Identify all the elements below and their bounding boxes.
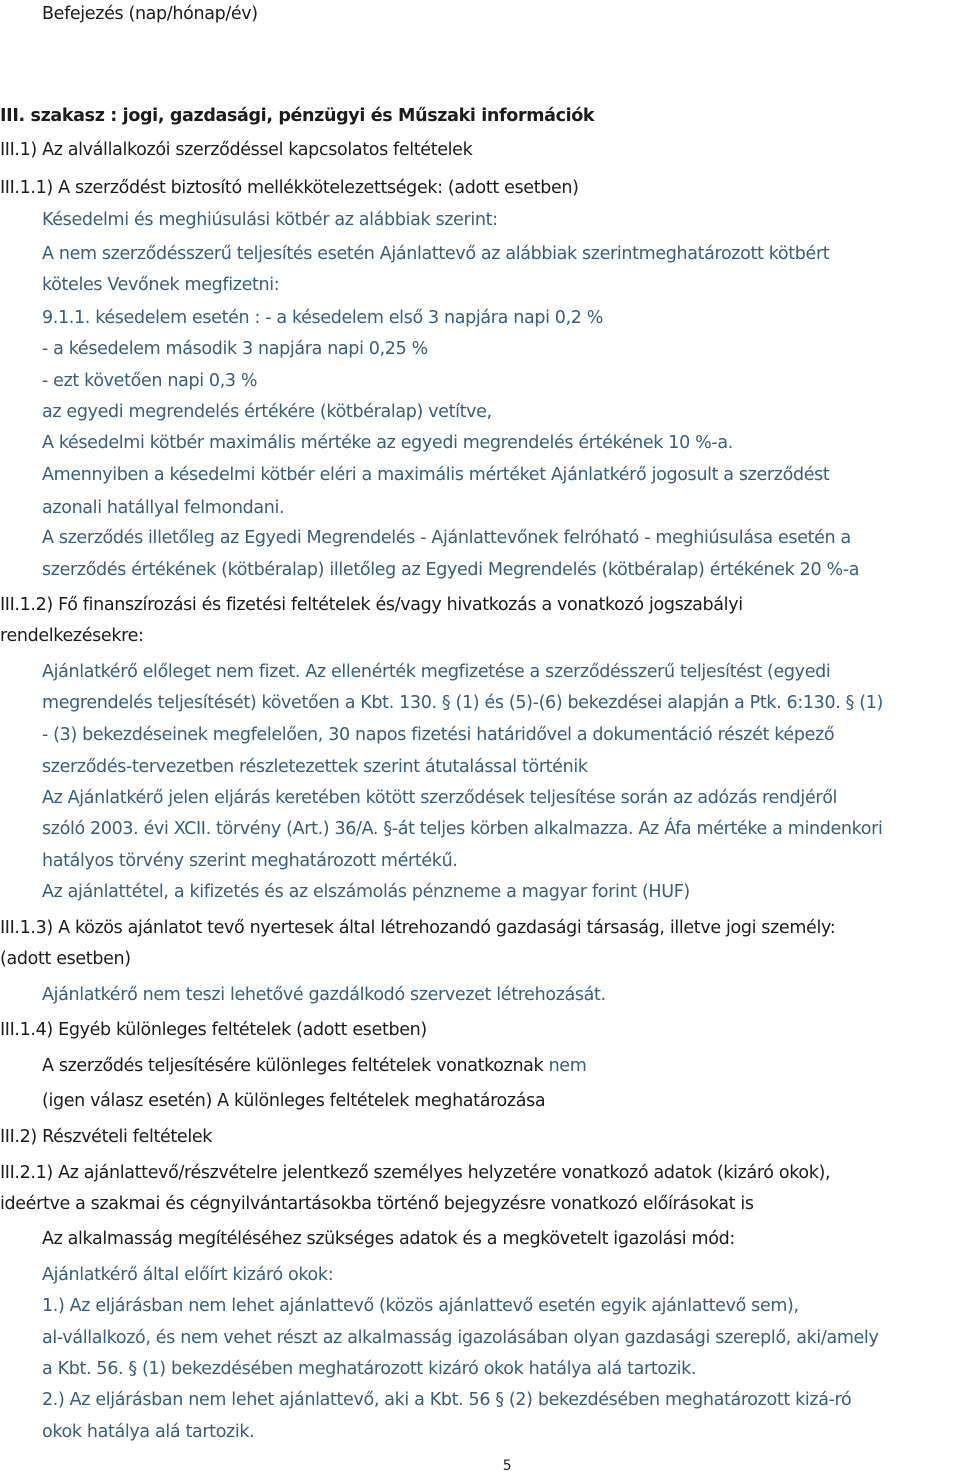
text-line: Ajánlatkérő nem teszi lehetővé gazdálkodó szervezet létrehozását.	[42, 985, 606, 1005]
text-line: Az ajánlattétel, a kifizetés és az elszámolás pénzneme a magyar forint (HUF)	[42, 882, 690, 902]
text-line: III.1.4) Egyéb különleges feltételek (adott esetben)	[0, 1020, 427, 1040]
page-number: 5	[502, 1458, 512, 1474]
text-line: hatályos törvény szerint meghatározott mértékű.	[42, 851, 458, 871]
text-line: szóló 2003. évi XCII. törvény (Art.) 36/A. §-át teljes körben alkalmazza. Az Áfa mértéke a mindenkori	[42, 819, 883, 839]
text-line: (adott esetben)	[0, 949, 131, 969]
text-line: A szerződés teljesítésére különleges feltételek vonatkoznak nem	[42, 1056, 587, 1076]
text-line: rendelkezésekre:	[0, 626, 144, 646]
text-line: 1.) Az eljárásban nem lehet ajánlattevő (közös ajánlattevő esetén egyik ajánlattevő sem),	[42, 1296, 799, 1316]
text-line: - ezt követően napi 0,3 %	[42, 371, 258, 391]
text-line: Ajánlatkérő által előírt kizáró okok:	[42, 1265, 334, 1285]
answer-value: nem	[548, 1056, 587, 1076]
text-line: - (3) bekezdéseinek megfelelően, 30 napos fizetési határidővel a dokumentáció részét képező	[42, 725, 835, 745]
text-line: III.2) Részvételi feltételek	[0, 1127, 213, 1147]
text-line: a Kbt. 56. § (1) bekezdésében meghatározott kizáró okok hatálya alá tartozik.	[42, 1359, 697, 1379]
text-line: azonali hatállyal felmondani.	[42, 498, 285, 518]
text-line: (igen válasz esetén) A különleges feltételek meghatározása	[42, 1091, 546, 1111]
text-line: okok hatálya alá tartozik.	[42, 1422, 255, 1442]
text-line: A szerződés illetőleg az Egyedi Megrendelés - Ajánlattevőnek felróható - meghiúsulása esetén a	[42, 528, 851, 548]
text-line: - a késedelem második 3 napjára napi 0,25 %	[42, 339, 428, 359]
text-line: szerződés értékének (kötbéralap) illetőleg az Egyedi Megrendelés (kötbéralap) értékének 20 %-a	[42, 560, 860, 580]
text-line: Késedelmi és meghiúsulási kötbér az alábbiak szerint:	[42, 210, 498, 230]
text-line: III.1) Az alvállalkozói szerződéssel kapcsolatos feltételek	[0, 140, 473, 160]
text-line: 9.1.1. késedelem esetén : - a késedelem első 3 napjára napi 0,2 %	[42, 308, 604, 328]
text-line: al-vállalkozó, és nem vehet részt az alkalmasság igazolásában olyan gazdasági szereplő, aki/amely	[42, 1328, 879, 1348]
text-line: megrendelés teljesítését) követően a Kbt. 130. § (1) és (5)-(6) bekezdései alapján a Ptk. 6:130. § (1)	[42, 693, 884, 713]
text-line: Ajánlatkérő előleget nem fizet. Az ellenérték megfizetése a szerződésszerű teljesítést (egyedi	[42, 662, 831, 682]
text-line: III.1.2) Fő finanszírozási és fizetési feltételek és/vagy hivatkozás a vonatkozó jogszabályi	[0, 595, 743, 615]
text-line: Befejezés (nap/hónap/év)	[42, 4, 258, 24]
text-line: III.1.3) A közös ajánlatot tevő nyertesek által létrehozandó gazdasági társaság, illetve jogi személy:	[0, 918, 836, 938]
text-line: Az alkalmasság megítéléséhez szükséges adatok és a megkövetelt igazolási mód:	[42, 1229, 735, 1249]
text-line: III.1.1) A szerződést biztosító mellékkötelezettségek: (adott esetben)	[0, 178, 579, 198]
text-line: 2.) Az eljárásban nem lehet ajánlattevő, aki a Kbt. 56 § (2) bekezdésében meghatározott kizá-ró	[42, 1390, 852, 1410]
text-line: Az Ajánlatkérő jelen eljárás keretében kötött szerződések teljesítése során az adózás rendjéről	[42, 788, 838, 808]
text-line: A késedelmi kötbér maximális mértéke az egyedi megrendelés értékének 10 %-a.	[42, 433, 733, 453]
text-line: az egyedi megrendelés értékére (kötbéralap) vetítve,	[42, 402, 492, 422]
text-line: III.2.1) Az ajánlattevő/részvételre jelentkező személyes helyzetére vonatkozó adatok (kizáró okok),	[0, 1163, 831, 1183]
text-line: Amennyiben a késedelmi kötbér eléri a maximális mértéket Ajánlatkérő jogosult a szerződést	[42, 465, 830, 485]
text-line: köteles Vevőnek megfizetni:	[42, 275, 280, 295]
text-line: szerződés-tervezetben részletezettek szerint átutalással történik	[42, 757, 588, 777]
text-line: III. szakasz : jogi, gazdasági, pénzügyi és Műszaki információk	[0, 106, 595, 126]
text-line: ideértve a szakmai és cégnyilvántartásokba történő bejegyzésre vonatkozó előírásokat is	[0, 1194, 754, 1214]
text-line: A nem szerződésszerű teljesítés esetén Ajánlattevő az alábbiak szerintmeghatározott kötbért	[42, 244, 830, 264]
